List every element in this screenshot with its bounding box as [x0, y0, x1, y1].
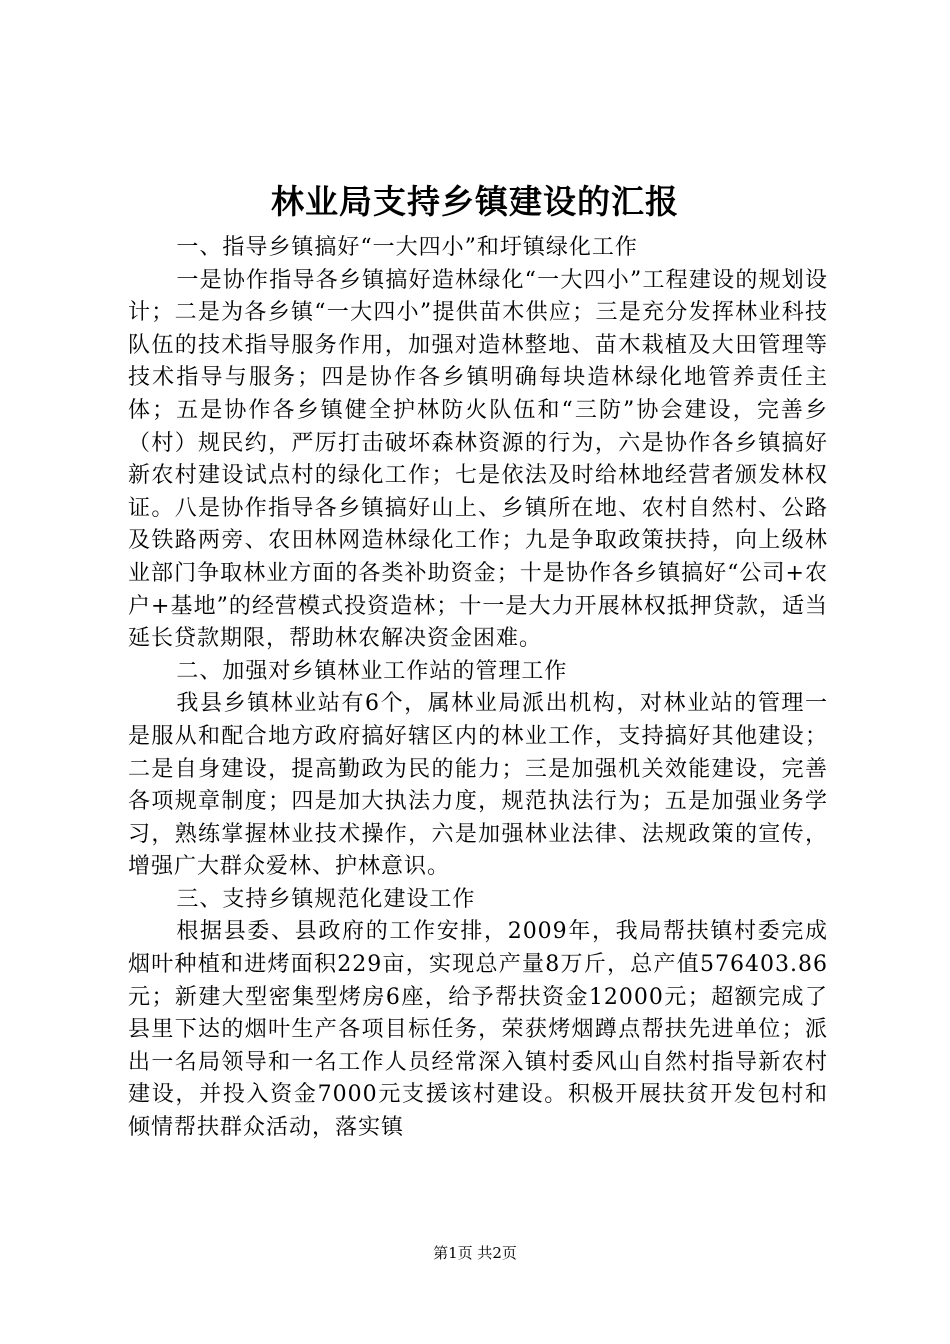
paragraph-2: 我县乡镇林业站有6个，属林业局派出机构，对林业站的管理一是服从和配合地方政府搞好辖区内的林业工作，支持搞好其他建设；二是自身建设，提高勤政为民的能力；三是加强机关效能建设，完善各项规章制度；四是加大执法力度，规范执法行为；五是加强业务学习，熟练掌握林业技术操作，六是加强林业法律、法规政策的宣传，增强广大群众爱林、护林意识。 — [128, 691, 828, 880]
section-heading-1: 一、指导乡镇搞好“一大四小”和圩镇绿化工作 — [176, 235, 638, 260]
paragraph-3: 根据县委、县政府的工作安排，2009年，我局帮扶镇村委完成烟叶种植和进烤面积229亩，实现总产量8万斤，总产值576403.86元；新建大型密集型烤房6座，给予帮扶资金12000元；超额完成了县里下达的烟叶生产各项目标任务，荣获烤烟蹲点帮扶先进单位；派出一名局领导和一名工作人员经常深入镇村委风山自然村指导新农村建设，并投入资金7000元支援该村建设。积极开展扶贫开发包村和倾情帮扶群众活动，落实镇 — [128, 919, 828, 1141]
paragraph-1: 一是协作指导各乡镇搞好造林绿化“一大四小”工程建设的规划设计；二是为各乡镇“一大四小”提供苗木供应；三是充分发挥林业科技队伍的技术指导服务作用，加强对造林整地、苗木栽植及大田管理等技术指导与服务；四是协作各乡镇明确每块造林绿化地管养责任主体；五是协作各乡镇健全护林防火队伍和“三防”协会建设，完善乡（村）规民约，严厉打击破坏森林资源的行为，六是协作各乡镇搞好新农村建设试点村的绿化工作；七是依法及时给林地经营者颁发林权证。八是协作指导各乡镇搞好山上、乡镇所在地、农村自然村、公路及铁路两旁、农田林网造林绿化工作；九是争取政策扶持，向上级林业部门争取林业方面的各类补助资金；十是协作各乡镇搞好“公司+农户+基地”的经营模式投资造林；十一是大力开展林权抵押贷款，适当延长贷款期限，帮助林农解决资金困难。 — [128, 267, 828, 652]
document-title: 林业局支持乡镇建设的汇报 — [271, 182, 679, 221]
page-footer: 第1页 共2页 — [433, 1244, 517, 1262]
document-body — [128, 232, 828, 1145]
section-heading-3: 三、支持乡镇规范化建设工作 — [176, 886, 476, 912]
section-heading-2: 二、加强对乡镇林业工作站的管理工作 — [176, 658, 568, 684]
